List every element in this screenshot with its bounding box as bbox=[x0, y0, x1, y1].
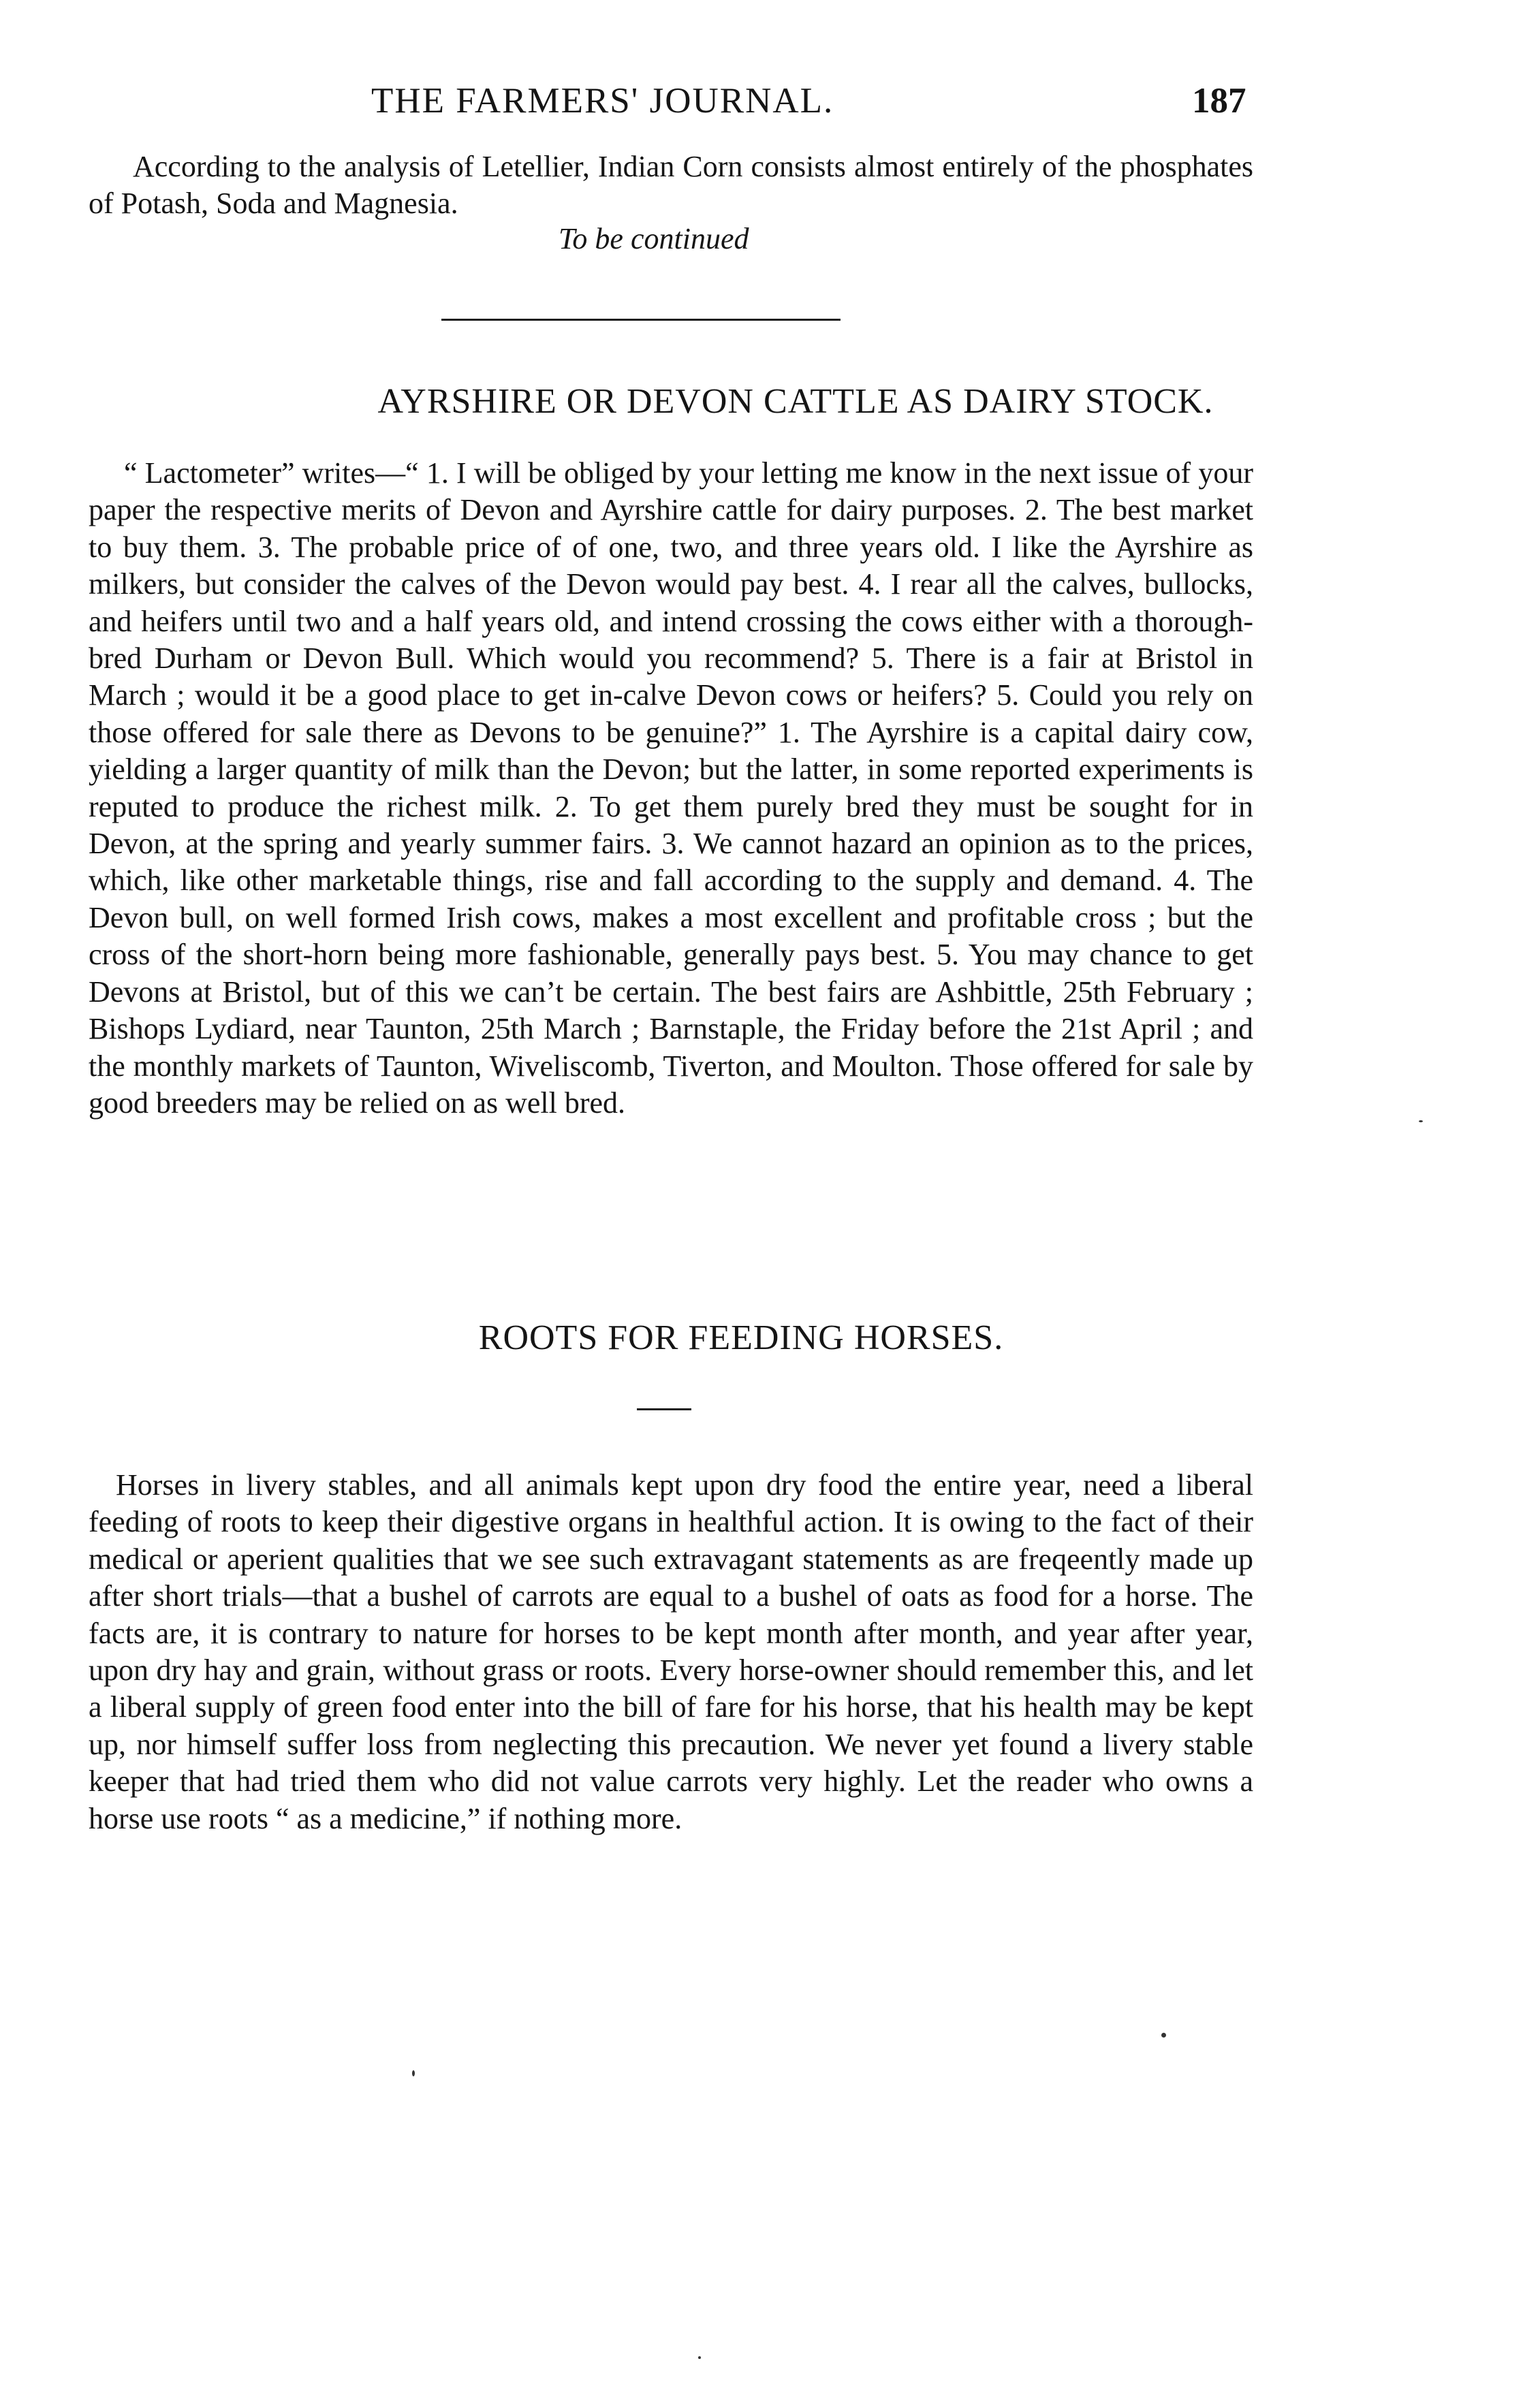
section-divider bbox=[441, 319, 841, 321]
article-body-roots: Horses in livery stables, and all animals kept upon dry food the entire year, need a liberal feeding of roots to keep their digestive organs in healthful action. It is owing to the fact of their medical or aperient qualities that we see such extravagant statements as are freqeently made up after short trials—that a bushel of carrots are equal to a bushel of oats as food for a horse. The facts are, it is contrary to nature for horses to be kept month after month, and year after year, upon dry hay and grain, without grass or roots. Every horse-owner should remember this, and let a liberal supply of green food enter into the bill of fare for his horse, that his health may be kept up, nor himself suffer loss from neglecting this precaution. We never yet found a livery stable keeper that had tried them who did not value carrots very highly. Let the reader who owns a horse use roots “ as a medicine,” if nothing more. bbox=[89, 1468, 1253, 1835]
article-title-ayrshire: AYRSHIRE OR DEVON CATTLE AS DAIRY STOCK. bbox=[377, 382, 1214, 421]
running-head bbox=[0, 80, 1523, 128]
continued-note: To be continued bbox=[559, 222, 749, 255]
page-number: 187 bbox=[1192, 81, 1246, 121]
article-body-ayrshire: “ Lactometer” writes—“ 1. I will be obliged by your letting me know in the next issue of your paper the respective merits of Devon and Ayrshire cattle for dairy purposes. 2. The best market to buy them. 3. The probable price of of one, two, and three years old. I like the Ayrshire as milkers, but consider the calves of the Devon would pay best. 4. I rear all the calves, bullocks, and heifers until two and a half years old, and intend crossing the cows either with a thorough-bred Durham or Devon Bull. Which would you recommend? 5. There is a fair at Bristol in March ; would it be a good place to get in-calve Devon cows or heifers? 5. Could you rely on those offered for sale there as Devons to be genuine?” 1. The Ayrshire is a capital dairy cow, yielding a larger quantity of milk than the Devon; but the latter, in some reported experiments is reputed to produce the richest milk. 2. To get them purely bred they must be sought for in Devon, at the spring and yearly summer fairs. 3. We cannot hazard an opinion as to the prices, which, like other marketable things, rise and fall according to the supply and demand. 4. The Devon bull, on well formed Irish cows, makes a most excellent and profitable cross ; but the cross of the short-horn being more fashionable, generally pays best. 5. You may chance to get Devons at Bristol, but of this we can’t be certain. The best fairs are Ashbittle, 25th February ; Bishops Lydiard, near Taunton, 25th March ; Barnstaple, the Friday before the 21st April ; and the monthly markets of Taunton, Wiveliscomb, Tiverton, and Moulton. Those offered for sale by good breeders may be relied on as well bred. bbox=[89, 456, 1253, 1120]
ink-speck bbox=[698, 2356, 701, 2359]
ink-speck bbox=[412, 2070, 415, 2076]
intro-paragraph: According to the analysis of Letellier, Indian Corn consists almost entirely of the phosphates of Potash, Soda and Magnesia. bbox=[89, 150, 1253, 221]
title-underline bbox=[637, 1408, 691, 1410]
ink-speck bbox=[1419, 1120, 1423, 1122]
ink-speck bbox=[1161, 2033, 1166, 2038]
article-title-roots: ROOTS FOR FEEDING HORSES. bbox=[478, 1318, 1004, 1357]
journal-title: THE FARMERS' JOURNAL. bbox=[371, 81, 834, 121]
